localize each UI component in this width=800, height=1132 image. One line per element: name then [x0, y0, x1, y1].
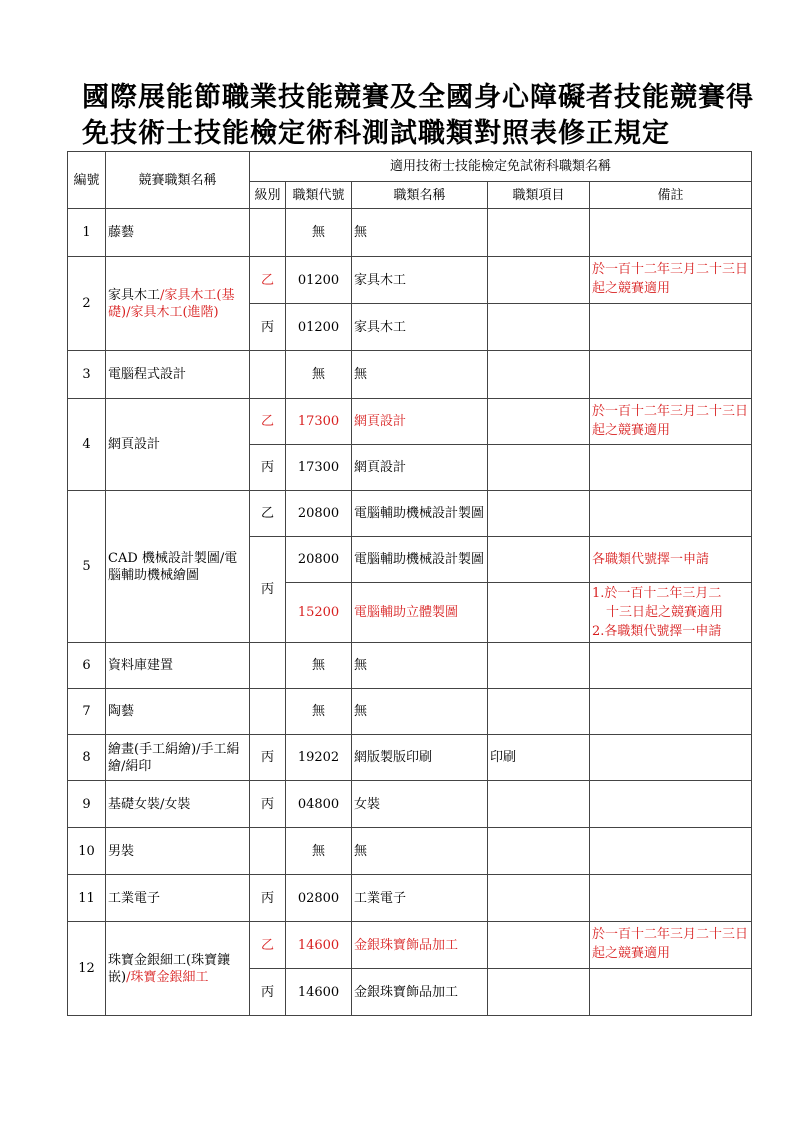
trade-name-cell: 無 [352, 689, 488, 735]
remark-cell [590, 735, 752, 781]
competition-name: 男裝 [106, 828, 250, 875]
trade-name-cell: 家具木工 [352, 257, 488, 304]
code-cell: 無 [286, 351, 352, 399]
table-row [68, 643, 752, 689]
remark-cell [590, 689, 752, 735]
competition-name: 藤藝 [106, 209, 250, 257]
table-row [68, 875, 752, 922]
code-cell: 02800 [286, 875, 352, 922]
remark-line-1b: 十三日起之競賽適用 [606, 605, 724, 620]
remark-line-2: 2.各職類代號擇一申請 [592, 624, 722, 639]
row-no: 3 [68, 351, 106, 399]
header-group: 適用技術士技能檢定免試術科職類名稱 [250, 152, 752, 182]
remark-cell [590, 209, 752, 257]
trade-name-cell: 家具木工 [352, 304, 488, 351]
remark-cell [590, 491, 752, 537]
header-row-1 [68, 152, 752, 182]
remark-cell [590, 643, 752, 689]
code-cell: 04800 [286, 781, 352, 828]
code-cell: 14600 [286, 969, 352, 1016]
competition-name: 電腦程式設計 [106, 351, 250, 399]
row-no: 12 [68, 922, 106, 1016]
level-cell: 丙 [250, 304, 286, 351]
code-cell: 01200 [286, 304, 352, 351]
remark-cell: 於一百十二年三月二十三日起之競賽適用 [590, 399, 752, 445]
name-red: /珠寶金銀細工 [126, 969, 209, 985]
header-trade-name: 職類名稱 [352, 182, 488, 209]
title-line-2: 免技術士技能檢定術科測試職類對照表修正規定 [82, 118, 670, 149]
level-cell: 乙 [250, 399, 286, 445]
name-black: 家具木工 [108, 287, 161, 303]
competition-name: 基礎女裝/女裝 [106, 781, 250, 828]
page-title [82, 80, 762, 152]
table-row [68, 257, 752, 304]
row-no: 8 [68, 735, 106, 781]
trade-name-cell: 無 [352, 828, 488, 875]
trade-name-cell: 網頁設計 [352, 399, 488, 445]
header-competition-name: 競賽職類名稱 [106, 152, 250, 209]
remark-cell [590, 445, 752, 491]
row-no: 1 [68, 209, 106, 257]
trade-item-cell: 印刷 [488, 735, 590, 781]
table-row [68, 781, 752, 828]
table-row [68, 491, 752, 537]
competition-name [106, 257, 250, 351]
row-no: 7 [68, 689, 106, 735]
trade-name-cell: 金銀珠寶飾品加工 [352, 922, 488, 969]
table-row [68, 399, 752, 445]
competition-name: CAD 機械設計製圖/電腦輔助機械繪圖 [106, 491, 250, 643]
header-code: 職類代號 [286, 182, 352, 209]
code-cell: 01200 [286, 257, 352, 304]
code-cell: 20800 [286, 491, 352, 537]
remark-cell [590, 828, 752, 875]
trade-name-cell: 無 [352, 643, 488, 689]
row-no: 9 [68, 781, 106, 828]
trade-item-cell [488, 643, 590, 689]
trade-item-cell [488, 583, 590, 643]
row-no: 4 [68, 399, 106, 491]
header-trade-item: 職類項目 [488, 182, 590, 209]
remark-line-1: 1.於一百十二年三月二 [592, 586, 722, 601]
code-cell: 無 [286, 689, 352, 735]
row-no: 5 [68, 491, 106, 643]
level-cell: 丙 [250, 781, 286, 828]
comparison-table [67, 151, 752, 1016]
row-no: 2 [68, 257, 106, 351]
row-no: 10 [68, 828, 106, 875]
header-level: 級別 [250, 182, 286, 209]
competition-name [106, 922, 250, 1016]
trade-item-cell [488, 781, 590, 828]
remark-cell [590, 781, 752, 828]
remark-cell: 於一百十二年三月二十三日起之競賽適用 [590, 257, 752, 304]
code-cell: 17300 [286, 399, 352, 445]
row-no: 11 [68, 875, 106, 922]
trade-item-cell [488, 969, 590, 1016]
competition-name: 繪畫(手工絹繪)/手工絹繪/絹印 [106, 735, 250, 781]
trade-name-cell: 工業電子 [352, 875, 488, 922]
remark-cell: 於一百十二年三月二十三日起之競賽適用 [590, 922, 752, 969]
table-row [68, 922, 752, 969]
trade-name-cell: 金銀珠寶飾品加工 [352, 969, 488, 1016]
table-row [68, 828, 752, 875]
header-remark: 備註 [590, 182, 752, 209]
table-row [68, 351, 752, 399]
remark-cell [590, 875, 752, 922]
trade-item-cell [488, 828, 590, 875]
level-cell: 乙 [250, 257, 286, 304]
level-cell: 乙 [250, 922, 286, 969]
level-cell: 丙 [250, 445, 286, 491]
trade-item-cell [488, 351, 590, 399]
trade-name-cell: 網頁設計 [352, 445, 488, 491]
competition-name: 資料庫建置 [106, 643, 250, 689]
level-cell: 丙 [250, 875, 286, 922]
code-cell: 15200 [286, 583, 352, 643]
remark-cell: 各職類代號擇一申請 [590, 537, 752, 583]
code-cell: 14600 [286, 922, 352, 969]
trade-item-cell [488, 537, 590, 583]
competition-name: 陶藝 [106, 689, 250, 735]
trade-name-cell: 無 [352, 209, 488, 257]
trade-name-cell: 電腦輔助立體製圖 [352, 583, 488, 643]
title-line-1: 國際展能節職業技能競賽及全國身心障礙者技能競賽得 [82, 82, 754, 113]
competition-name: 工業電子 [106, 875, 250, 922]
level-cell [250, 689, 286, 735]
level-cell: 丙 [250, 969, 286, 1016]
code-cell: 17300 [286, 445, 352, 491]
name-red: /家具木工(基礎)/家具木工(進階) [108, 287, 235, 320]
trade-item-cell [488, 875, 590, 922]
trade-item-cell [488, 257, 590, 304]
table-row [68, 735, 752, 781]
code-cell: 無 [286, 209, 352, 257]
code-cell: 20800 [286, 537, 352, 583]
trade-name-cell: 電腦輔助機械設計製圖 [352, 537, 488, 583]
competition-name: 網頁設計 [106, 399, 250, 491]
trade-item-cell [488, 304, 590, 351]
header-no: 編號 [68, 152, 106, 209]
remark-cell [590, 583, 752, 643]
level-cell: 乙 [250, 491, 286, 537]
trade-item-cell [488, 399, 590, 445]
remark-cell [590, 969, 752, 1016]
trade-item-cell [488, 922, 590, 969]
code-cell: 19202 [286, 735, 352, 781]
table-row [68, 209, 752, 257]
remark-cell [590, 304, 752, 351]
code-cell: 無 [286, 828, 352, 875]
level-cell [250, 643, 286, 689]
level-cell: 丙 [250, 735, 286, 781]
trade-item-cell [488, 689, 590, 735]
table-row [68, 689, 752, 735]
name-black: 珠寶金銀細工(珠寶鑲嵌) [108, 952, 231, 985]
level-cell: 丙 [250, 537, 286, 643]
code-cell: 無 [286, 643, 352, 689]
trade-name-cell: 無 [352, 351, 488, 399]
trade-item-cell [488, 445, 590, 491]
trade-item-cell [488, 491, 590, 537]
trade-name-cell: 女裝 [352, 781, 488, 828]
level-cell [250, 209, 286, 257]
level-cell [250, 828, 286, 875]
trade-item-cell [488, 209, 590, 257]
remark-cell [590, 351, 752, 399]
trade-name-cell: 網版製版印刷 [352, 735, 488, 781]
trade-name-cell: 電腦輔助機械設計製圖 [352, 491, 488, 537]
level-cell [250, 351, 286, 399]
row-no: 6 [68, 643, 106, 689]
